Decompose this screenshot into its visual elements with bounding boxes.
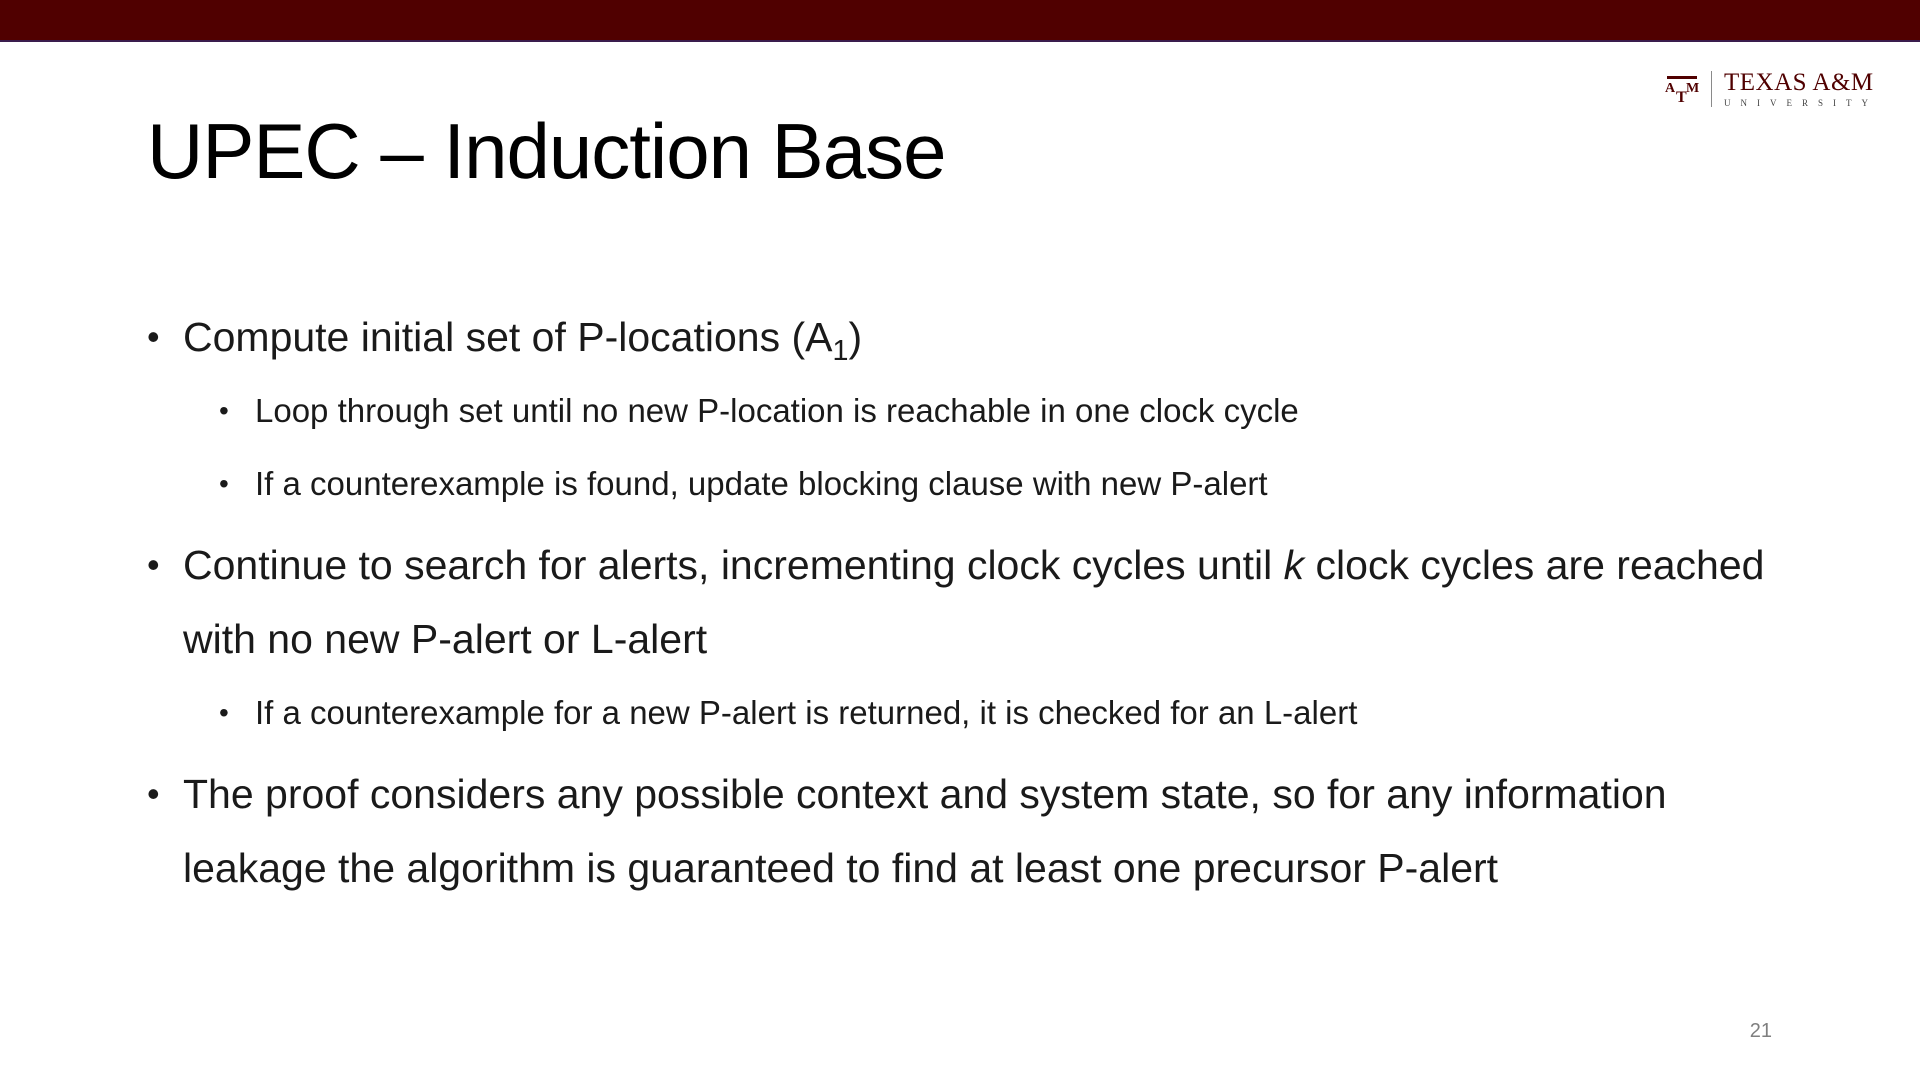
bullet-subscript: 1 — [832, 335, 849, 368]
slide-content — [147, 300, 1787, 905]
bullet-text: Continue to search for alerts, incrementing clock cycles until — [183, 542, 1284, 588]
atm-logo-icon — [1663, 72, 1701, 106]
logo-divider — [1711, 71, 1712, 107]
svg-text:T: T — [1676, 89, 1687, 106]
bullet-suffix: ) — [848, 314, 863, 360]
bullet-text: Compute initial set of P-locations (A — [183, 314, 833, 360]
bullet-item: • The proof considers any possible context and system state, so for any information leakage the algorithm is guaranteed to find at least one precursor P-alert — [147, 757, 1787, 905]
logo-text — [1724, 70, 1878, 108]
logo-subtitle: UNIVERSITY — [1724, 98, 1878, 108]
bullet-item — [147, 300, 1787, 374]
university-logo — [1663, 68, 1878, 110]
svg-text:A: A — [1665, 81, 1676, 96]
bullet-italic: k — [1283, 542, 1305, 588]
sub-bullet-item: • If a counterexample for a new P-alert is returned, it is checked for an L-alert — [147, 676, 1787, 749]
bullet-item — [147, 528, 1787, 676]
svg-text:M: M — [1686, 81, 1700, 96]
sub-bullet-item: • If a counterexample is found, update blocking clause with new P-alert — [147, 447, 1787, 520]
slide-title: UPEC – Induction Base — [147, 107, 946, 195]
bullet-text-after: clock cycles are reached with no new P-alert or L-alert — [183, 542, 1765, 662]
page-number: 21 — [1749, 1020, 1772, 1042]
header-bar — [0, 0, 1920, 42]
bullet-list — [147, 300, 1787, 905]
sub-bullet-item: • Loop through set until no new P-location is reachable in one clock cycle — [147, 374, 1787, 447]
sub-bullet-list — [147, 374, 1787, 520]
sub-bullet-list — [147, 676, 1787, 749]
logo-name: TEXAS A&M — [1724, 69, 1874, 96]
